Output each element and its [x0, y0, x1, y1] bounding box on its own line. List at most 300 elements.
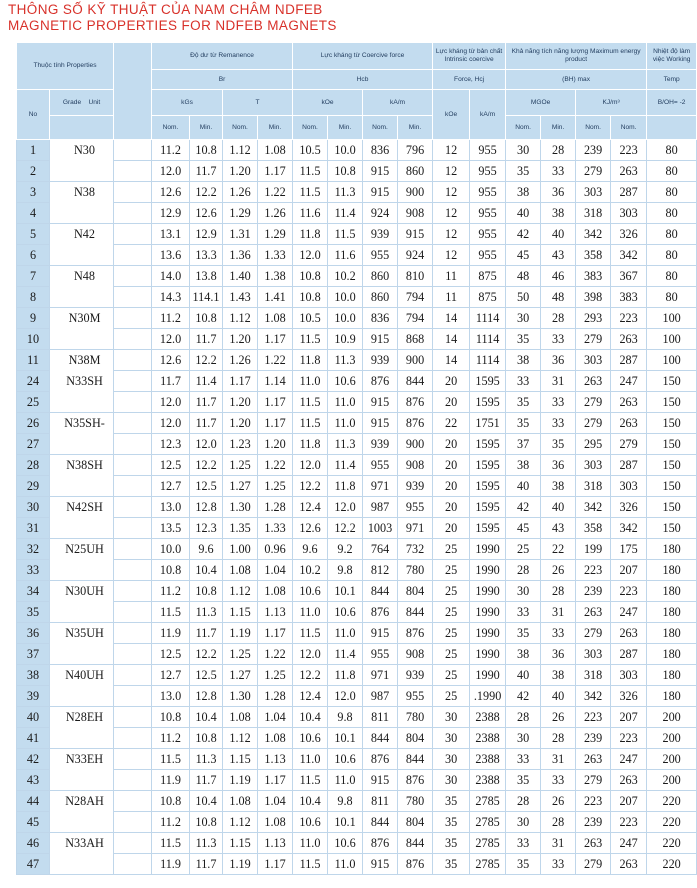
cell-mgoe-min: 33 [541, 413, 576, 434]
cell-kgs-nom: 11.2 [152, 581, 190, 602]
cell-kgs-nom: 13.5 [152, 518, 190, 539]
grade-cell: N30 [50, 140, 114, 161]
temp-cell: 220 [647, 812, 697, 833]
cell-kam-min: 810 [398, 266, 433, 287]
cell-koe-min: 11.3 [328, 182, 363, 203]
grade-cell [50, 434, 114, 455]
cell-mgoe-nom: 38 [506, 644, 541, 665]
cell-kam-nom: 844 [363, 728, 398, 749]
spacer-cell [114, 182, 152, 203]
cell-mgoe-min: 28 [541, 308, 576, 329]
cell-kgs-nom: 13.6 [152, 245, 190, 266]
cell-kgs-min: 12.8 [190, 497, 223, 518]
cell-kgs-min: 12.0 [190, 434, 223, 455]
cell-kam-nom: 971 [363, 665, 398, 686]
cell-koe-nom: 11.5 [293, 161, 328, 182]
cell-hcj-kam: 1595 [470, 518, 506, 539]
cell-mgoe-nom: 38 [506, 350, 541, 371]
cell-mgoe-min: 35 [541, 434, 576, 455]
spacer-cell [114, 812, 152, 833]
cell-mgoe-min: 31 [541, 371, 576, 392]
temp-cell: 80 [647, 287, 697, 308]
cell-hcj-koe: 12 [433, 245, 470, 266]
spacer-cell [114, 539, 152, 560]
cell-hcj-koe: 14 [433, 350, 470, 371]
cell-mgoe-min: 48 [541, 287, 576, 308]
cell-hcj-kam: 1114 [470, 308, 506, 329]
cell-kam-min: 844 [398, 749, 433, 770]
cell-t-min: 1.22 [258, 350, 293, 371]
cell-kgs-nom: 12.0 [152, 161, 190, 182]
header-min: Min. [398, 116, 433, 140]
table-row [17, 602, 697, 623]
row-number: 44 [17, 791, 50, 812]
cell-koe-nom: 10.8 [293, 287, 328, 308]
cell-hcj-koe: 20 [433, 518, 470, 539]
grade-cell [50, 602, 114, 623]
grade-cell [50, 203, 114, 224]
cell-t-min: 1.41 [258, 287, 293, 308]
row-number: 1 [17, 140, 50, 161]
cell-hcj-kam: 1990 [470, 581, 506, 602]
cell-mgoe-min: 36 [541, 644, 576, 665]
cell-kgs-min: 12.8 [190, 686, 223, 707]
cell-kam-min: 876 [398, 854, 433, 875]
cell-mgoe-nom: 33 [506, 371, 541, 392]
cell-koe-nom: 10.6 [293, 812, 328, 833]
header-temp-blank [647, 116, 697, 140]
cell-hcj-kam: 1990 [470, 602, 506, 623]
cell-t-nom: 1.26 [223, 182, 258, 203]
temp-cell: 180 [647, 686, 697, 707]
cell-t-nom: 1.17 [223, 371, 258, 392]
table-row [17, 266, 697, 287]
cell-mgoe-min: 33 [541, 329, 576, 350]
temp-cell: 200 [647, 770, 697, 791]
header-nom: Nom. [506, 116, 541, 140]
row-number: 32 [17, 539, 50, 560]
cell-kj-nom: 303 [576, 350, 611, 371]
cell-hcj-kam: 1114 [470, 350, 506, 371]
cell-kgs-min: 11.7 [190, 854, 223, 875]
cell-koe-nom: 9.6 [293, 539, 328, 560]
grade-cell [50, 560, 114, 581]
cell-kj-nom: 279 [576, 413, 611, 434]
cell-kgs-nom: 11.2 [152, 140, 190, 161]
cell-kgs-nom: 11.5 [152, 833, 190, 854]
cell-hcj-koe: 30 [433, 770, 470, 791]
table-row [17, 434, 697, 455]
table-row [17, 686, 697, 707]
cell-koe-nom: 11.8 [293, 350, 328, 371]
cell-mgoe-min: 28 [541, 581, 576, 602]
table-row [17, 833, 697, 854]
spacer-cell [114, 581, 152, 602]
cell-kam-min: 780 [398, 560, 433, 581]
cell-koe-min: 10.0 [328, 308, 363, 329]
cell-kam-nom: 764 [363, 539, 398, 560]
cell-mgoe-nom: 35 [506, 161, 541, 182]
cell-t-min: 1.17 [258, 392, 293, 413]
cell-mgoe-min: 36 [541, 182, 576, 203]
cell-koe-nom: 12.4 [293, 497, 328, 518]
cell-hcj-kam: 1595 [470, 392, 506, 413]
cell-kam-min: 908 [398, 455, 433, 476]
header-coercive: Lực kháng từ Coercive force [293, 43, 433, 70]
spacer-cell [114, 245, 152, 266]
cell-mgoe-nom: 40 [506, 203, 541, 224]
cell-kgs-nom: 12.0 [152, 413, 190, 434]
cell-mgoe-nom: 35 [506, 392, 541, 413]
row-number: 42 [17, 749, 50, 770]
cell-kj-nom: 358 [576, 245, 611, 266]
cell-koe-min: 11.4 [328, 644, 363, 665]
cell-t-min: 1.14 [258, 371, 293, 392]
spacer-cell [114, 644, 152, 665]
temp-cell: 150 [647, 497, 697, 518]
cell-hcj-koe: 35 [433, 791, 470, 812]
cell-kam-min: 794 [398, 287, 433, 308]
cell-koe-nom: 12.4 [293, 686, 328, 707]
header-mgoe: MGOe [506, 90, 576, 116]
cell-kj-min: 207 [611, 707, 647, 728]
cell-t-min: 1.22 [258, 455, 293, 476]
cell-koe-min: 9.8 [328, 560, 363, 581]
cell-kgs-min: 12.5 [190, 665, 223, 686]
temp-cell: 200 [647, 707, 697, 728]
cell-hcj-koe: 25 [433, 581, 470, 602]
temp-cell: 200 [647, 749, 697, 770]
cell-kam-nom: 915 [363, 182, 398, 203]
temp-cell: 150 [647, 518, 697, 539]
cell-koe-min: 11.5 [328, 224, 363, 245]
cell-kj-min: 247 [611, 602, 647, 623]
cell-kgs-min: 10.8 [190, 581, 223, 602]
spacer-cell [114, 833, 152, 854]
cell-kam-nom: 915 [363, 329, 398, 350]
row-number: 24 [17, 371, 50, 392]
cell-kam-min: 844 [398, 833, 433, 854]
cell-kj-min: 223 [611, 581, 647, 602]
cell-kam-nom: 860 [363, 266, 398, 287]
row-number: 45 [17, 812, 50, 833]
cell-mgoe-nom: 37 [506, 434, 541, 455]
cell-kam-min: 804 [398, 812, 433, 833]
cell-kgs-nom: 12.5 [152, 455, 190, 476]
spacer-cell [114, 686, 152, 707]
cell-kam-nom: 876 [363, 833, 398, 854]
temp-cell: 100 [647, 329, 697, 350]
grade-cell: N38 [50, 182, 114, 203]
cell-t-min: 1.22 [258, 644, 293, 665]
cell-kgs-nom: 14.3 [152, 287, 190, 308]
spacer-cell [114, 413, 152, 434]
cell-kgs-nom: 12.0 [152, 392, 190, 413]
cell-hcj-kam: 955 [470, 203, 506, 224]
temp-cell: 150 [647, 455, 697, 476]
cell-kam-nom: 811 [363, 707, 398, 728]
temp-cell: 180 [647, 665, 697, 686]
header-spacer [114, 43, 152, 140]
cell-kgs-min: 11.7 [190, 329, 223, 350]
temp-cell: 220 [647, 854, 697, 875]
table-row [17, 224, 697, 245]
cell-kgs-min: 11.7 [190, 770, 223, 791]
grade-cell: N30M [50, 308, 114, 329]
cell-hcj-kam: 955 [470, 245, 506, 266]
cell-kgs-min: 10.8 [190, 308, 223, 329]
spacer-cell [114, 791, 152, 812]
cell-koe-nom: 10.5 [293, 308, 328, 329]
cell-t-nom: 1.35 [223, 518, 258, 539]
cell-t-nom: 1.00 [223, 539, 258, 560]
row-number: 46 [17, 833, 50, 854]
spacer-cell [114, 455, 152, 476]
cell-kj-min: 326 [611, 224, 647, 245]
spacer-cell [114, 161, 152, 182]
temp-cell: 150 [647, 434, 697, 455]
cell-kgs-nom: 10.8 [152, 707, 190, 728]
cell-kgs-min: 12.6 [190, 203, 223, 224]
cell-koe-nom: 11.5 [293, 854, 328, 875]
cell-kgs-nom: 12.6 [152, 350, 190, 371]
cell-hcj-kam: 1595 [470, 476, 506, 497]
cell-koe-min: 11.8 [328, 476, 363, 497]
row-number: 28 [17, 455, 50, 476]
cell-kgs-min: 12.9 [190, 224, 223, 245]
cell-t-nom: 1.30 [223, 686, 258, 707]
grade-cell: N48 [50, 266, 114, 287]
header-hcj-kam: kA/m [470, 90, 506, 140]
cell-kj-nom: 239 [576, 581, 611, 602]
cell-kj-min: 207 [611, 560, 647, 581]
cell-koe-min: 9.8 [328, 707, 363, 728]
grade-cell: N30UH [50, 581, 114, 602]
cell-kj-nom: 199 [576, 539, 611, 560]
cell-t-nom: 1.15 [223, 602, 258, 623]
cell-mgoe-nom: 30 [506, 581, 541, 602]
row-number: 36 [17, 623, 50, 644]
grade-cell [50, 770, 114, 791]
cell-kgs-nom: 11.2 [152, 308, 190, 329]
header-properties: Thuộc tính Properties [17, 43, 114, 90]
cell-mgoe-min: 38 [541, 203, 576, 224]
header-nom: Nom. [611, 116, 647, 140]
cell-koe-min: 12.2 [328, 518, 363, 539]
cell-kam-nom: 924 [363, 203, 398, 224]
cell-t-min: 1.08 [258, 308, 293, 329]
cell-kj-nom: 342 [576, 224, 611, 245]
cell-t-min: 1.08 [258, 140, 293, 161]
cell-hcj-kam: 1595 [470, 455, 506, 476]
cell-kam-nom: 915 [363, 413, 398, 434]
temp-cell: 80 [647, 161, 697, 182]
cell-kam-min: 915 [398, 224, 433, 245]
spacer-cell [114, 371, 152, 392]
cell-kj-nom: 239 [576, 812, 611, 833]
cell-kj-nom: 342 [576, 686, 611, 707]
cell-koe-nom: 11.0 [293, 833, 328, 854]
cell-kj-min: 326 [611, 497, 647, 518]
cell-kam-min: 939 [398, 476, 433, 497]
cell-mgoe-min: 28 [541, 140, 576, 161]
cell-kgs-nom: 11.5 [152, 749, 190, 770]
cell-t-min: 1.33 [258, 245, 293, 266]
cell-mgoe-min: 43 [541, 245, 576, 266]
cell-hcj-koe: 25 [433, 602, 470, 623]
cell-koe-min: 9.2 [328, 539, 363, 560]
cell-koe-min: 10.2 [328, 266, 363, 287]
cell-mgoe-min: 28 [541, 728, 576, 749]
grade-cell: N42SH [50, 497, 114, 518]
temp-cell: 180 [647, 539, 697, 560]
grade-cell [50, 287, 114, 308]
header-grade-blank [50, 116, 114, 140]
cell-kam-min: 794 [398, 308, 433, 329]
spacer-cell [114, 392, 152, 413]
cell-t-min: 1.13 [258, 833, 293, 854]
cell-koe-min: 12.0 [328, 686, 363, 707]
cell-koe-min: 11.3 [328, 434, 363, 455]
cell-hcj-koe: 12 [433, 203, 470, 224]
grade-cell [50, 476, 114, 497]
cell-kgs-min: 11.7 [190, 413, 223, 434]
cell-kam-nom: 812 [363, 560, 398, 581]
cell-kj-min: 263 [611, 413, 647, 434]
cell-hcj-koe: 20 [433, 371, 470, 392]
cell-kgs-min: 13.3 [190, 245, 223, 266]
cell-hcj-kam: 1990 [470, 560, 506, 581]
cell-kam-nom: 860 [363, 287, 398, 308]
cell-hcj-koe: 20 [433, 434, 470, 455]
cell-t-nom: 1.27 [223, 665, 258, 686]
cell-hcj-koe: 35 [433, 812, 470, 833]
row-number: 39 [17, 686, 50, 707]
header-min: Min. [190, 116, 223, 140]
cell-kam-nom: 915 [363, 392, 398, 413]
cell-mgoe-nom: 42 [506, 686, 541, 707]
cell-hcj-koe: 25 [433, 686, 470, 707]
row-number: 5 [17, 224, 50, 245]
header-unit: Unit [88, 98, 101, 106]
header-bohmax: B/OH= -2 [647, 90, 697, 116]
cell-koe-min: 11.6 [328, 245, 363, 266]
cell-kj-min: 223 [611, 140, 647, 161]
row-number: 25 [17, 392, 50, 413]
table-row [17, 539, 697, 560]
cell-kgs-nom: 13.0 [152, 686, 190, 707]
cell-koe-nom: 12.2 [293, 665, 328, 686]
cell-hcj-kam: 1595 [470, 497, 506, 518]
spacer-cell [114, 203, 152, 224]
cell-mgoe-min: 22 [541, 539, 576, 560]
spacer-cell [114, 770, 152, 791]
cell-kgs-nom: 14.0 [152, 266, 190, 287]
cell-kj-min: 303 [611, 203, 647, 224]
cell-t-min: 1.38 [258, 266, 293, 287]
cell-koe-nom: 11.5 [293, 329, 328, 350]
cell-kam-nom: 987 [363, 497, 398, 518]
table-row [17, 644, 697, 665]
cell-mgoe-nom: 35 [506, 854, 541, 875]
header-min: Min. [541, 116, 576, 140]
table-row [17, 581, 697, 602]
row-number: 47 [17, 854, 50, 875]
cell-kj-nom: 263 [576, 602, 611, 623]
cell-hcj-koe: 11 [433, 266, 470, 287]
cell-koe-nom: 11.5 [293, 182, 328, 203]
table-row [17, 497, 697, 518]
cell-kgs-min: 11.3 [190, 749, 223, 770]
cell-mgoe-nom: 45 [506, 518, 541, 539]
cell-kj-nom: 239 [576, 140, 611, 161]
cell-mgoe-min: 33 [541, 770, 576, 791]
cell-t-nom: 1.20 [223, 413, 258, 434]
cell-kgs-min: 10.8 [190, 812, 223, 833]
cell-mgoe-nom: 30 [506, 728, 541, 749]
cell-koe-min: 11.0 [328, 770, 363, 791]
cell-kgs-nom: 10.8 [152, 791, 190, 812]
cell-t-nom: 1.30 [223, 497, 258, 518]
cell-kam-min: 924 [398, 245, 433, 266]
header-nom: Nom. [363, 116, 398, 140]
cell-kgs-min: 10.4 [190, 707, 223, 728]
cell-kam-min: 955 [398, 686, 433, 707]
cell-kj-nom: 263 [576, 749, 611, 770]
header-nom: Nom. [576, 116, 611, 140]
cell-hcj-kam: 1114 [470, 329, 506, 350]
cell-koe-nom: 10.2 [293, 560, 328, 581]
cell-t-nom: 1.23 [223, 434, 258, 455]
temp-cell: 180 [647, 560, 697, 581]
temp-cell: 180 [647, 581, 697, 602]
cell-koe-nom: 11.0 [293, 749, 328, 770]
cell-kam-nom: 876 [363, 371, 398, 392]
cell-koe-min: 10.6 [328, 833, 363, 854]
cell-koe-min: 10.1 [328, 728, 363, 749]
cell-kgs-min: 12.2 [190, 644, 223, 665]
cell-kj-min: 263 [611, 329, 647, 350]
grade-cell: N33EH [50, 749, 114, 770]
cell-hcj-koe: 30 [433, 728, 470, 749]
cell-mgoe-nom: 35 [506, 623, 541, 644]
cell-kam-min: 900 [398, 350, 433, 371]
cell-koe-nom: 10.6 [293, 728, 328, 749]
temp-cell: 180 [647, 602, 697, 623]
cell-kj-min: 326 [611, 686, 647, 707]
table-row [17, 854, 697, 875]
header-hcb: Hcb [293, 70, 433, 90]
cell-kj-min: 287 [611, 350, 647, 371]
cell-kj-nom: 303 [576, 182, 611, 203]
cell-kgs-nom: 11.9 [152, 770, 190, 791]
cell-kgs-min: 11.3 [190, 602, 223, 623]
grade-cell [50, 392, 114, 413]
table-row [17, 287, 697, 308]
cell-koe-min: 9.8 [328, 791, 363, 812]
cell-t-nom: 1.12 [223, 728, 258, 749]
temp-cell: 220 [647, 833, 697, 854]
cell-mgoe-nom: 50 [506, 287, 541, 308]
header-nom: Nom. [293, 116, 328, 140]
row-number: 11 [17, 350, 50, 371]
cell-kgs-min: 10.8 [190, 728, 223, 749]
cell-kj-min: 263 [611, 623, 647, 644]
cell-hcj-koe: 25 [433, 644, 470, 665]
cell-kgs-min: 11.7 [190, 623, 223, 644]
grade-cell [50, 812, 114, 833]
header-working: Nhiệt độ làm việc Working [647, 43, 697, 70]
